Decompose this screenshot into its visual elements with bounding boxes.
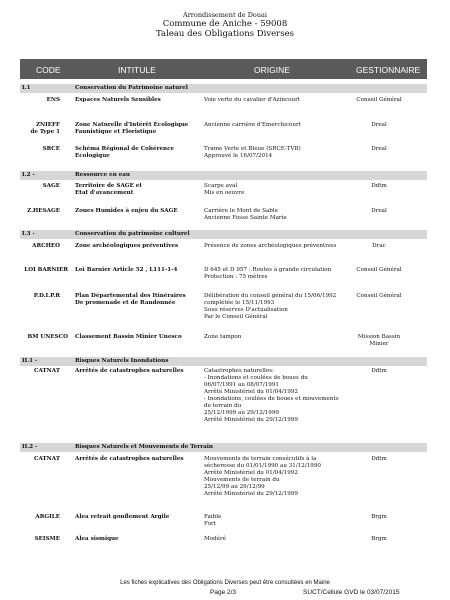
page-number: Page 2/3 [210,589,237,596]
commune-title: Commune de Aniche - 59008 [162,19,288,29]
row-gestionnaire: Brgm [371,536,387,542]
row-code: P.D.I.P.R [33,293,60,299]
row-intitule: Alea sismique [75,536,119,542]
row-intitule: Zones Humides à enjeu du SAGE [75,208,178,214]
row-origine: D 645 et D 957 : Routes à grande circulation Protection : 75 mètres [204,267,332,280]
row-code: ARCHEO [32,243,60,249]
row-gestionnaire: Conseil Général [356,97,402,103]
section-title: Conservation du patrimoine culturel [75,231,190,237]
row-origine: Modéré [204,536,226,542]
section-code: II.2 - [22,444,38,450]
row-gestionnaire: Drac [372,243,386,249]
row-gestionnaire: Conseil Général [356,267,402,273]
column-header-gestionnaire: GESTIONNAIRE [356,65,421,75]
row-code: Z.HESAGE [27,208,60,214]
section-title: Risques Naturels Inondations [75,358,169,364]
row-code: SRCE [42,146,60,152]
row-intitule: Arrêtés de catastrophes naturelles [75,368,184,374]
row-gestionnaire: Mission Bassin Minier [357,334,401,347]
row-gestionnaire: Dreal [371,146,387,152]
row-origine: Scarpe aval Mis en oeuvre [204,183,245,196]
row-intitule: Arrêtés de catastrophes naturelles [75,456,184,462]
row-gestionnaire: Dreal [371,208,387,214]
row-intitule: Classement Bassin Minier Unesco [75,334,182,340]
row-origine: Faible Fort [204,514,222,527]
row-intitule: Alea retrait gonflement Argile [75,514,170,520]
row-origine: Mouvements de terrain consécutifs à la sécheresse du 01/01/1990 au 31/12/1990 Arrêté Ministériel du 01/04/1992 Mouvements de terrain du 25/12/99 au 29/12/99 Arrêté Ministériel du 29/12/1999 [204,456,321,497]
row-intitule: Zone archéologiques préventives [75,243,179,249]
row-code: SEISME [34,536,60,542]
section-code: I.2 - [22,172,35,178]
row-origine: Carrière le Mont de Sable Ancienne Fosse Sainte Marie [204,208,287,221]
footer-note: Les fiches explicatives des Obligations Diverses peut être consultées en Mairie [120,580,330,586]
row-code: BM UNESCO [27,334,68,340]
row-origine: Ancienne carrière d'Emerchicourt [204,122,301,128]
section-title: Ressource en eau [75,172,130,178]
column-header-bar [20,59,427,79]
row-intitule: Territoire de SAGE et Etat d'avancement [75,183,142,196]
row-origine: Catastrophes naturelles: - Inondations et coulées de boues du 06/07/1991 au 08/07/1991 Arrêté Ministériel du 01/04/1992 - Inondations, coulées de boues et mouvements de terrain du 25/12/1999 au 29/12/1999 Arrêté Ministériel du 29/12/1999 [204,368,339,423]
row-gestionnaire: Conseil Général [356,293,402,299]
row-origine: Délibération du conseil général du 15/06/1992 complétée le 15/11/1993 Sous réserves D'actualisation Par le Conseil Général [204,293,337,320]
section-code: I.3 - [22,231,35,237]
row-gestionnaire: Ddtm [371,456,387,462]
section-code: I.1 [22,85,31,91]
row-gestionnaire: Dreal [371,122,387,128]
row-intitule: Plan Départemental des Itinéraires De promenade et de Randonnée [75,293,186,306]
row-intitule: Schéma Régional de Cohérence Ecologique [75,146,175,159]
section-title: Conservation du Patrimoine naturel [75,85,188,91]
row-code: CATNAT [34,456,60,462]
column-header-origine: ORIGINE [254,65,290,75]
row-origine: Zone tampon [204,334,242,340]
row-code: LOI BARNIER [24,267,68,273]
section-title: Risques Naturels et Mouvements de Terrain [75,444,213,450]
section-bar [20,230,427,239]
row-code: ZNIEFF de Type 1 [30,122,60,135]
row-intitule: Espaces Naturels Sensibles [75,97,161,103]
row-origine: Voie verte du cavalier d'Azincourt [204,97,301,103]
section-bar [20,84,427,93]
arrondissement-title: Arrondissement de Douai [183,11,267,19]
section-bar [20,171,427,180]
row-code: ARGILE [35,514,60,520]
row-gestionnaire: Ddtm [371,183,387,189]
row-intitule: Loi Barnier Article 52 , L111-1-4 [75,267,178,273]
row-gestionnaire: Ddtm [371,368,387,374]
column-header-intitule: INTITULE [118,65,156,75]
section-bar [20,357,427,366]
document-title: Taleau des Obligations Diverses [156,29,294,39]
section-bar [20,443,427,452]
row-code: SAGE [42,183,60,189]
column-header-code: CODE [36,65,61,75]
row-code: ENS [46,97,60,103]
row-origine: Présence de zones archéologiques préventives [204,243,337,249]
row-gestionnaire: Brgm [371,514,387,520]
row-origine: Trame Verte et Bleue (SRCE-TVB) Approuvé le 16/07/2014 [204,146,301,159]
row-code: CATNAT [34,368,60,374]
footer-reference: SUCT/Cellule GVD le 03/07/2015 [303,589,400,596]
row-intitule: Zone Naturelle d'Intérêt Écologique Faunistique et Floristique [75,122,189,135]
section-code: II.1 - [22,358,38,364]
